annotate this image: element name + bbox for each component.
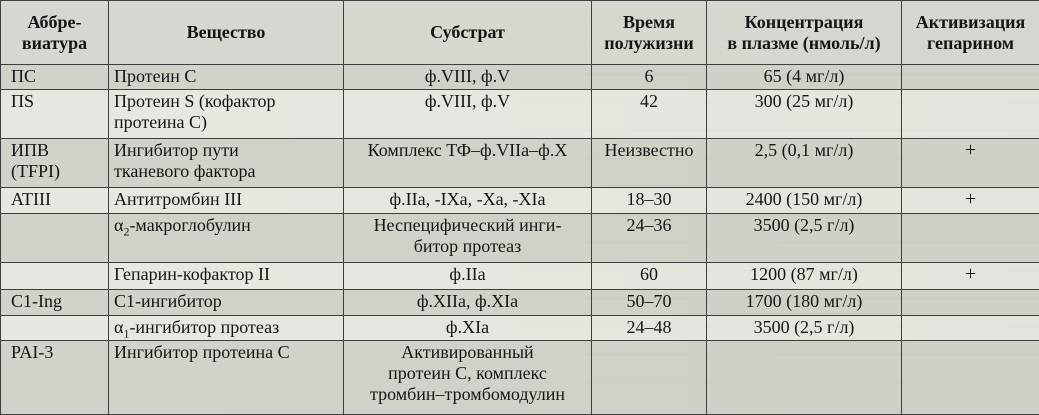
heparin-activation-cell <box>902 290 1039 315</box>
subscript-number: 2 <box>123 224 130 239</box>
header-abbreviation: Аббре- виатура <box>1 1 109 65</box>
subscript-number: 1 <box>123 326 130 341</box>
substrate-cell: Неспецифический инги- битор протеаз <box>344 214 592 263</box>
table-header <box>1 1 1039 65</box>
substrate-cell: Активированный протеин С, комплекс тромбин–тромбомодулин <box>344 340 592 414</box>
table-row <box>1 340 1039 414</box>
table-row <box>1 214 1039 263</box>
substance-cell: Антитромбин III <box>109 187 344 213</box>
abbreviation-cell: ATIII <box>1 187 109 213</box>
alpha-symbol: α <box>114 215 124 236</box>
half-life-cell: 50–70 <box>592 290 707 315</box>
half-life-cell: 6 <box>592 65 707 90</box>
plasma-concentration-cell: 2400 (150 мг/л) <box>707 187 902 213</box>
table-row <box>1 187 1039 213</box>
header-heparin-activation: Активизация гепарином <box>902 1 1039 65</box>
substrate-cell: ф.IIa <box>344 262 592 289</box>
abbreviation-cell <box>1 214 109 263</box>
table-row <box>1 65 1039 90</box>
substrate-cell: ф.VIII, ф.V <box>344 65 592 90</box>
substance-name-suffix: -ингибитор протеаз <box>129 316 280 337</box>
half-life-cell: 24–48 <box>592 315 707 340</box>
half-life-cell: 60 <box>592 262 707 289</box>
header-row <box>1 1 1039 65</box>
table-body <box>1 65 1039 415</box>
half-life-cell <box>592 340 707 414</box>
half-life-cell: 24–36 <box>592 214 707 263</box>
substance-name-suffix: -макроглобулин <box>129 215 251 236</box>
abbreviation-cell: ПС <box>1 65 109 90</box>
substrate-cell: ф.VIII, ф.V <box>344 90 592 139</box>
heparin-activation-cell <box>902 90 1039 139</box>
plasma-concentration-cell: 2,5 (0,1 мг/л) <box>707 139 902 188</box>
header-substance: Вещество <box>109 1 344 65</box>
heparin-activation-cell: + <box>902 139 1039 188</box>
substance-cell <box>109 315 344 340</box>
plasma-concentration-cell: 65 (4 мг/л) <box>707 65 902 90</box>
header-plasma-concentration: Концентрация в плазме (нмоль/л) <box>707 1 902 65</box>
substance-cell: Гепарин-кофактор II <box>109 262 344 289</box>
header-half-life: Время полужизни <box>592 1 707 65</box>
table-row <box>1 315 1039 340</box>
substance-cell: Протеин С <box>109 65 344 90</box>
plasma-concentration-cell: 300 (25 мг/л) <box>707 90 902 139</box>
alpha-symbol: α <box>114 316 124 337</box>
abbreviation-cell: ПS <box>1 90 109 139</box>
plasma-concentration-cell <box>707 340 902 414</box>
heparin-activation-cell <box>902 340 1039 414</box>
half-life-cell: Неизвестно <box>592 139 707 188</box>
substance-cell: Ингибитор протеина С <box>109 340 344 414</box>
heparin-activation-cell: + <box>902 262 1039 289</box>
abbreviation-cell: ИПВ (TFPI) <box>1 139 109 188</box>
heparin-activation-cell <box>902 214 1039 263</box>
table-row <box>1 90 1039 139</box>
table-row <box>1 262 1039 289</box>
table-row <box>1 139 1039 188</box>
substrate-cell: ф.XIa <box>344 315 592 340</box>
substrate-cell: ф.IIa, -IXa, -Xa, -XIa <box>344 187 592 213</box>
substrate-cell: ф.XIIa, ф.XIa <box>344 290 592 315</box>
substrate-cell: Комплекс ТФ–ф.VIIа–ф.X <box>344 139 592 188</box>
heparin-activation-cell <box>902 65 1039 90</box>
table-row <box>1 290 1039 315</box>
abbreviation-cell <box>1 262 109 289</box>
heparin-activation-cell: + <box>902 187 1039 213</box>
substance-cell: Протеин S (кофактор протеина С) <box>109 90 344 139</box>
abbreviation-cell: C1-Ing <box>1 290 109 315</box>
half-life-cell: 42 <box>592 90 707 139</box>
substance-cell: С1-ингибитор <box>109 290 344 315</box>
substance-cell <box>109 214 344 263</box>
plasma-concentration-cell: 3500 (2,5 г/л) <box>707 315 902 340</box>
abbreviation-cell <box>1 315 109 340</box>
plasma-concentration-cell: 3500 (2,5 г/л) <box>707 214 902 263</box>
header-substrate: Субстрат <box>344 1 592 65</box>
half-life-cell: 18–30 <box>592 187 707 213</box>
plasma-concentration-cell: 1700 (180 мг/л) <box>707 290 902 315</box>
substance-cell: Ингибитор пути тканевого фактора <box>109 139 344 188</box>
abbreviation-cell: PAI-3 <box>1 340 109 414</box>
plasma-concentration-cell: 1200 (87 мг/л) <box>707 262 902 289</box>
heparin-activation-cell <box>902 315 1039 340</box>
